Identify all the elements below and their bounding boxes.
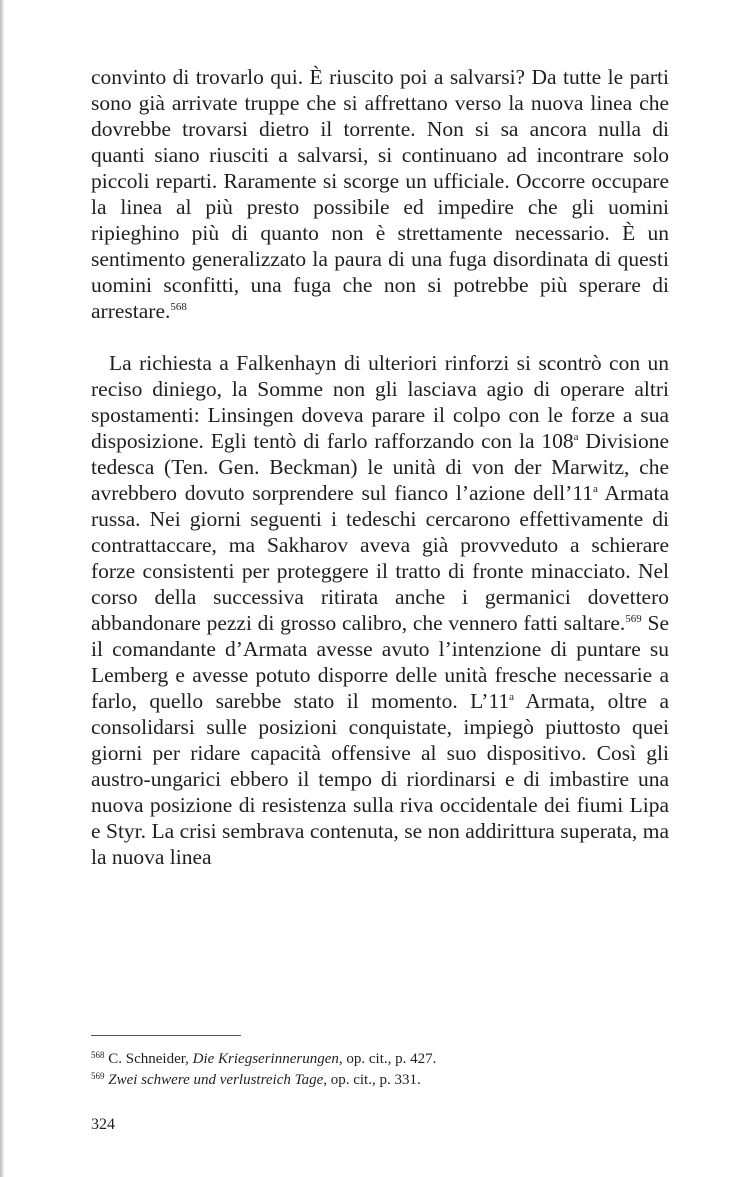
footnote-author: C. Schneider,: [108, 1051, 193, 1067]
footnote-separator: [91, 1035, 241, 1036]
footnote-569: [91, 1070, 669, 1091]
footnote-number: 569: [91, 1071, 105, 1081]
footnote-title: Die Kriegserinnerungen: [192, 1051, 339, 1067]
ordinal-sup-2: a: [593, 483, 598, 495]
main-text: [91, 64, 669, 870]
body-paragraph: [91, 350, 669, 870]
footnote-number: 568: [91, 1050, 105, 1060]
para-text-5: Armata, oltre a consolidarsi sulle posizioni conquistate, impiegò piuttosto quei giorni per ridare capacità offensive al suo dispositivo. Così gli austro-ungarici ebbero il tempo di riordinarsi e di imbastire una nuova posizione di resistenza sulla riva occidentale dei fiumi Lipa e Styr. La crisi sembrava contenuta, se non addirittura superata, ma la nuova linea: [91, 689, 669, 869]
block-quote: [91, 64, 669, 324]
footnotes: [91, 1049, 669, 1091]
page-number: 324: [91, 1116, 115, 1133]
footnote-citation: , op. cit., p. 331.: [323, 1072, 421, 1088]
para-text-2: Divisione tedesca (Ten. Gen. Beckman) le unità di von der Marwitz, che avrebbero dovuto sorprendere sul fianco l’azione dell’11: [91, 429, 669, 505]
para-text-4: Se il comandante d’Armata avesse avuto l’intenzione di puntare su Lemberg e avesse potuto disporre delle unità fresche necessarie a farlo, quello sarebbe stato il momento. L’11: [91, 611, 670, 713]
para-text-3: Armata russa. Nei giorni seguenti i tedeschi cercarono effettivamente di contrattaccare, ma Sakharov aveva già provveduto a schierare forze consistenti per proteggere il tratto di fronte minacciato. Nel corso della successiva ritirata anche i germanici dovettero abbandonare pezzi di grosso calibro, che vennero fatti saltare.: [91, 481, 669, 635]
quote-text: convinto di trovarlo qui. È riuscito poi a salvarsi? Da tutte le parti sono già arrivate truppe che si affrettano verso la nuova linea che dovrebbe trovarsi dietro il torrente. Non si sa ancora nulla di quanti siano riusciti a salvarsi, si continuano ad incontrare solo piccoli reparti. Raramente si scorge un ufficiale. Occorre occupare la linea al più presto possibile ed impedire che gli uomini ripieghino più di quanto non è strettamente necessario. È un sentimento generalizzato la paura di una fuga disordinata di questi uomini sconfitti, una fuga che non si potrebbe più sperare di arrestare.: [91, 65, 669, 323]
ordinal-sup-1: a: [573, 431, 579, 443]
footnote-568: [91, 1049, 669, 1070]
footnote-citation: , op. cit., p. 427.: [338, 1051, 437, 1067]
footnote-ref-569: 569: [625, 613, 642, 625]
page-binding-edge: [0, 0, 4, 1177]
para-text-1: La richiesta a Falkenhayn di ulteriori rinforzi si scontrò con un reciso diniego, la Somme non gli lasciava agio di operare altri spostamenti: Linsingen doveva parare il colpo con le forze a sua disposizione. Egli tentò di farlo rafforzando con la 108: [91, 351, 669, 453]
ordinal-sup-3: a: [509, 691, 515, 703]
footnote-title: Zwei schwere und verlustreich Tage: [108, 1072, 324, 1088]
footnote-ref-568: 568: [170, 301, 187, 313]
